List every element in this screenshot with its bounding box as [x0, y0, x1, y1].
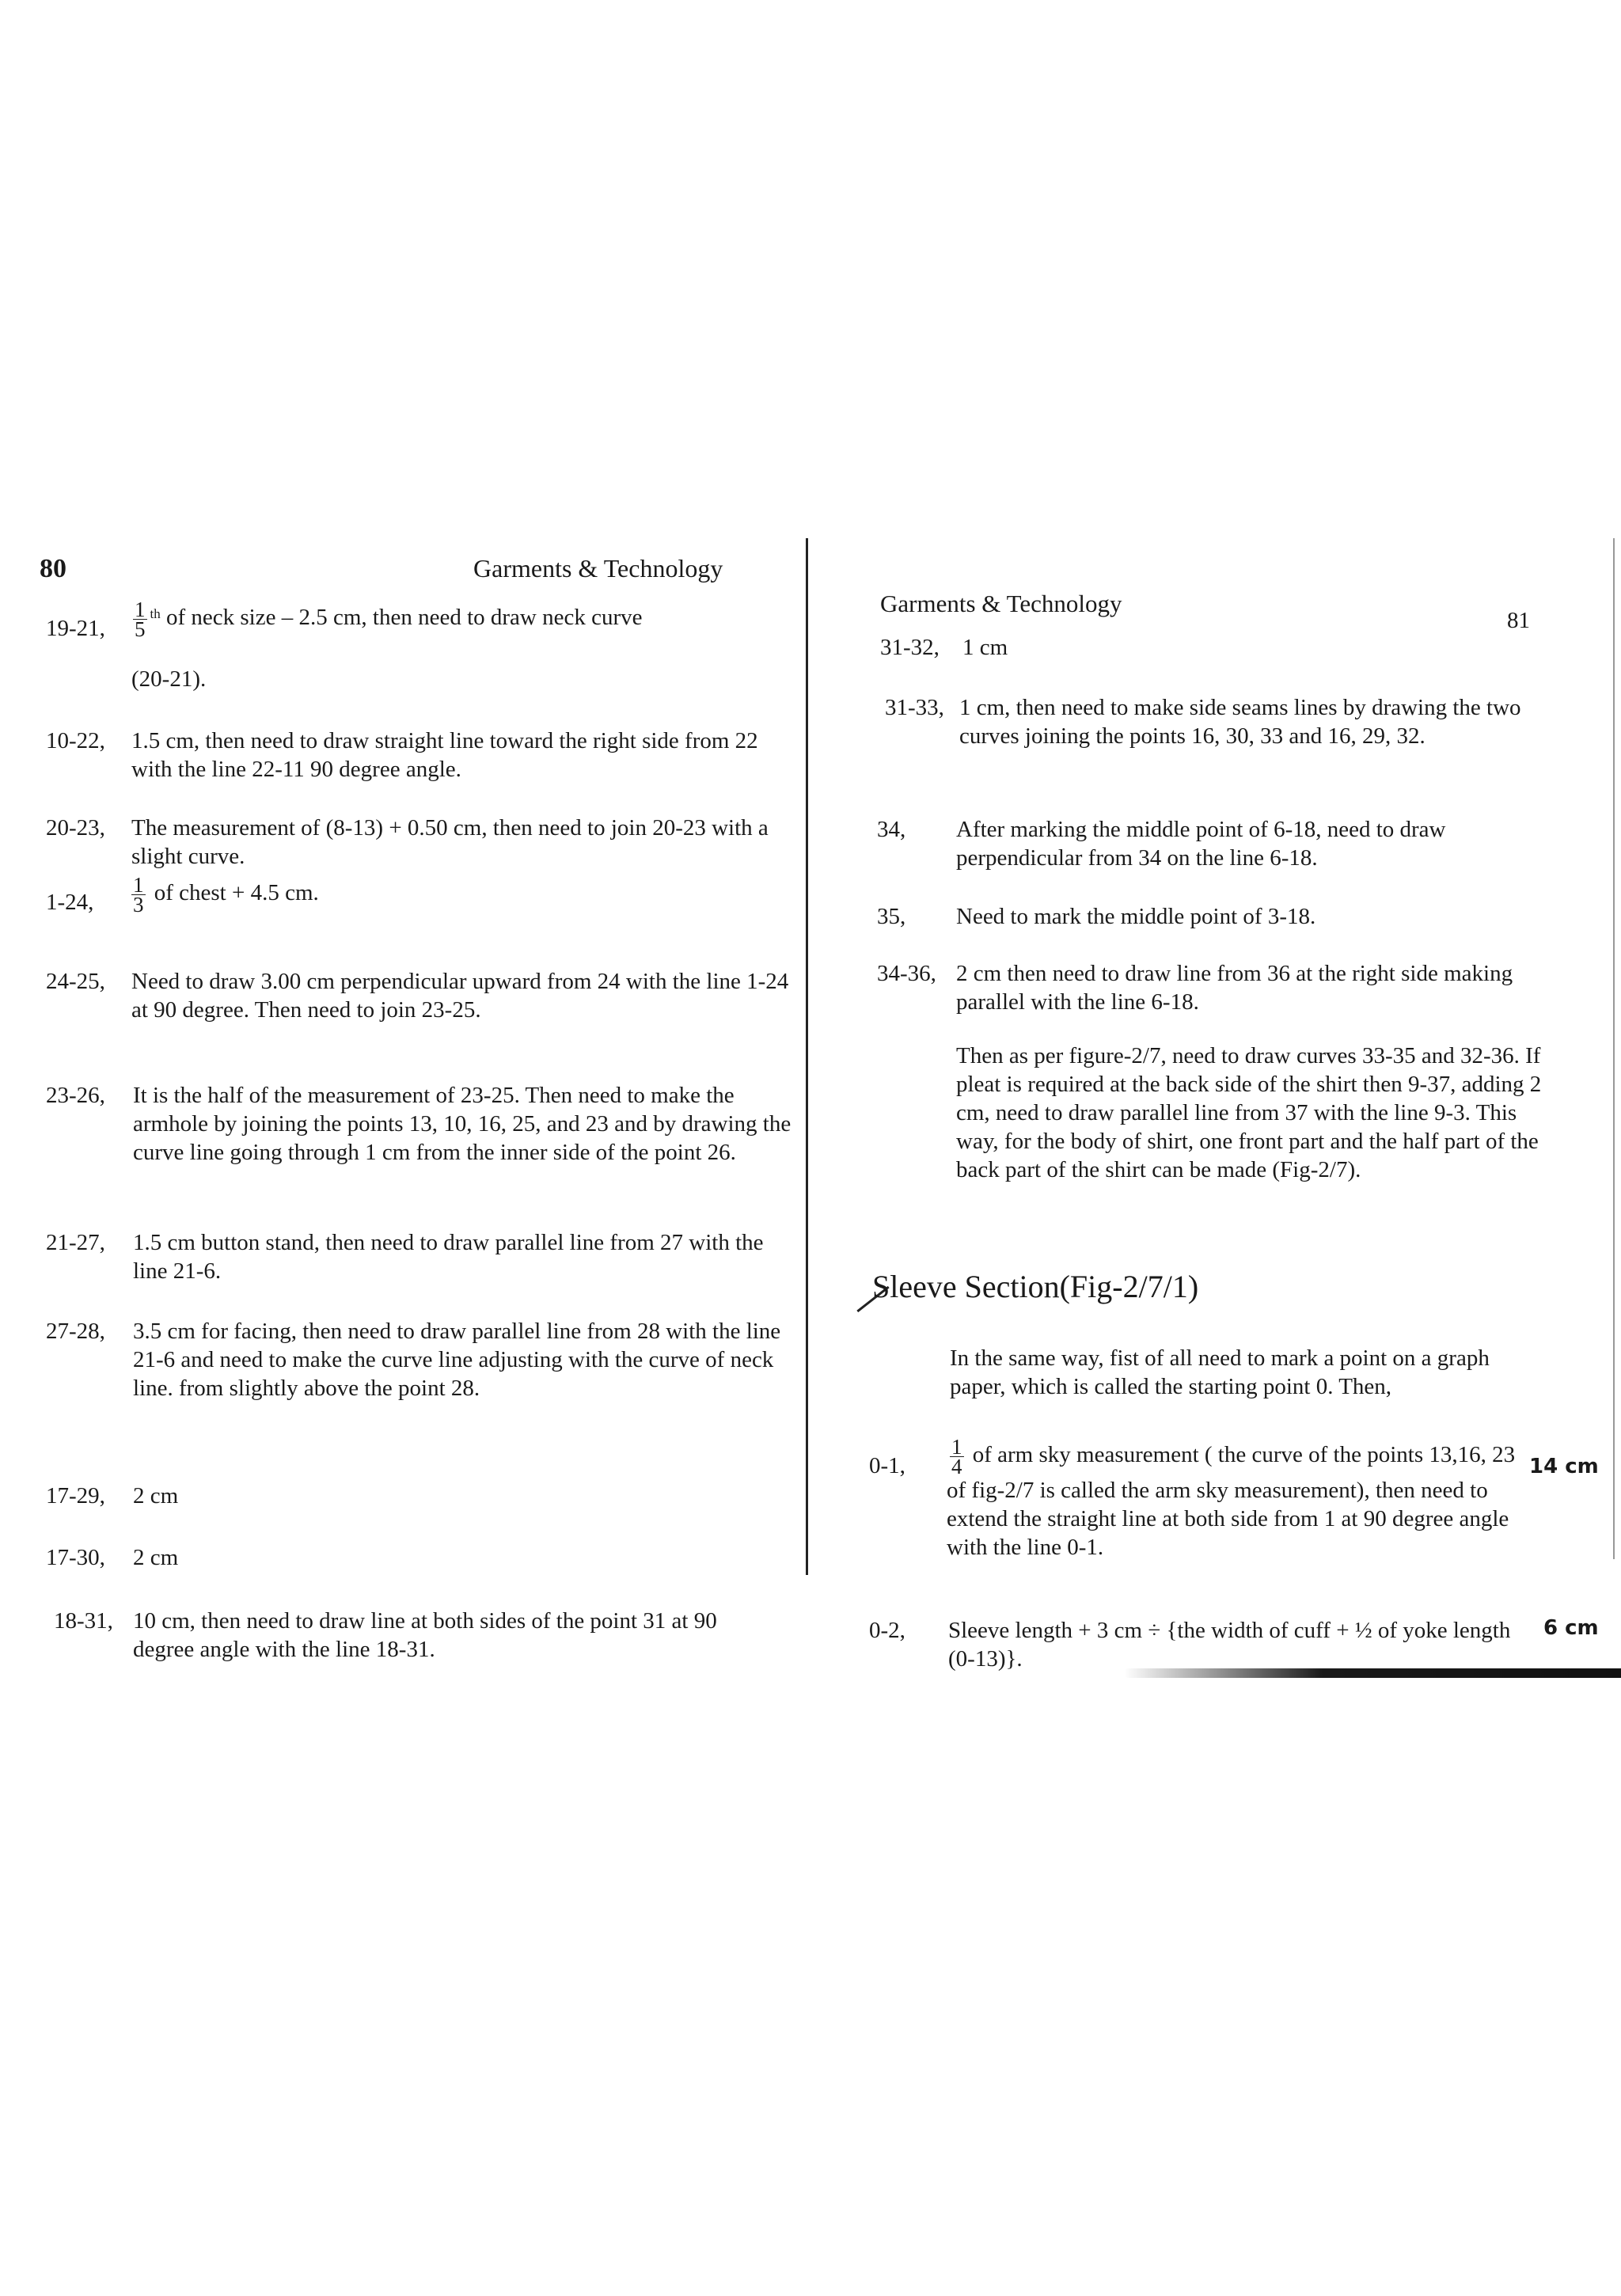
- step-text: Need to mark the middle point of 3-18.: [956, 904, 1316, 929]
- step-code: 0-2,: [869, 1618, 905, 1643]
- step-text: It is the half of the measurement of 23-25. Then need to make the armhole by joining the points 13, 10, 16, 25, and 23 and by drawing the curve line going through 1 cm from the inner side of the point 26.: [133, 1083, 792, 1165]
- scan-shadow-streak: [1124, 1668, 1621, 1678]
- step-code: 20-23,: [46, 815, 105, 841]
- step-text: After marking the middle point of 6-18, need to draw perpendicular from 34 on the line 6-18.: [956, 817, 1446, 871]
- step-text: 3.5 cm for facing, then need to draw parallel line from 28 with the line 21-6 and need to make the curve line adjusting with the curve of neck line. from slightly above the point 28.: [133, 1319, 781, 1401]
- step-code: 0-1,: [869, 1453, 905, 1478]
- step-code: 31-33,: [885, 695, 944, 720]
- step-1-24: [46, 872, 758, 928]
- step-code: 34,: [877, 817, 906, 842]
- sleeve-section-heading: Sleeve Section(Fig-2/7/1): [872, 1269, 1199, 1304]
- handwritten-note: 14 cm: [1529, 1455, 1599, 1478]
- page-gutter-line: [806, 538, 808, 1575]
- handwritten-note: 6 cm: [1543, 1616, 1599, 1640]
- step-19-21: 19-21, $\frac{1}{5}$ $^{th}$ of neck size – 2.5 cm, then need to draw neck curve (20-21).: [46, 598, 643, 692]
- step-continuation: (20-21).: [131, 666, 207, 692]
- fraction: $\frac{1}{5}$: [135, 598, 146, 641]
- step-text: Need to draw 3.00 cm perpendicular upward from 24 with the line 1-24 at 90 degree. Then need to join 23-25.: [131, 969, 789, 1023]
- step-text: Sleeve length + 3 cm ÷ {the width of cuff + ½ of yoke length (0-13)}.: [948, 1618, 1511, 1672]
- step-code: 24-25,: [46, 969, 105, 994]
- step-code: 34-36,: [877, 961, 936, 986]
- step-text: of arm sky measurement ( the curve of the points 13,16, 23 of fig-2/7 is called the arm sky measurement), then need to extend the straight line at both side from 1 at 90 degree angle with the line 0-1.: [947, 1442, 1516, 1560]
- page-edge-line: [1613, 538, 1615, 1559]
- step-code: 35,: [877, 904, 906, 929]
- step-0-1: [869, 1434, 1566, 1592]
- step-text: The measurement of (8-13) + 0.50 cm, then need to join 20-23 with a slight curve.: [131, 815, 769, 869]
- fraction: $\frac{1}{4}$: [951, 1435, 962, 1478]
- step-text: 2 cm: [133, 1483, 179, 1509]
- step-text: of neck size – 2.5 cm, then need to draw neck curve: [165, 605, 643, 631]
- step-code: 17-29,: [46, 1483, 105, 1509]
- step-text: of chest + 4.5 cm.: [154, 880, 319, 906]
- step-text: 2 cm: [133, 1545, 179, 1570]
- right-page-header: Garments & Technology: [880, 590, 1122, 617]
- intro-text: In the same way, fist of all need to mark a point on a graph paper, which is called the starting point 0. Then,: [950, 1345, 1490, 1399]
- step-text: 10 cm, then need to draw line at both sides of the point 31 at 90 degree angle with the line 18-31.: [133, 1608, 717, 1662]
- step-code: 23-26,: [46, 1083, 105, 1108]
- step-code: 27-28,: [46, 1319, 105, 1344]
- right-page-number: 81: [1507, 608, 1530, 633]
- step-text: 2 cm then need to draw line from 36 at the right side making parallel with the line 6-18.: [956, 961, 1513, 1015]
- step-code: 19-21,: [46, 616, 105, 641]
- step-text: 1.5 cm button stand, then need to draw parallel line from 27 with the line 21-6.: [133, 1230, 764, 1284]
- step-code: 1-24,: [46, 890, 94, 915]
- step-text: 1.5 cm, then need to draw straight line toward the right side from 22 with the line 22-11 90 degree angle.: [131, 728, 758, 782]
- left-page-number: 80: [40, 554, 66, 583]
- fraction: $\frac{1}{3}$: [133, 873, 144, 917]
- step-text: 1 cm, then need to make side seams lines by drawing the two curves joining the points 16, 30, 33 and 16, 29, 32.: [959, 695, 1521, 749]
- paragraph-text: Then as per figure-2/7, need to draw curves 33-35 and 32-36. If pleat is required at the back side of the shirt then 9-37, adding 2 cm, need to draw parallel line from 37 with the line 9-3. This way, for the body of shirt, one front part and the half part of the back part of the shirt can be made (Fig-2/7).: [956, 1043, 1542, 1182]
- step-code: 10-22,: [46, 728, 105, 753]
- step-code: 31-32,: [880, 635, 940, 660]
- step-code: 17-30,: [46, 1545, 105, 1570]
- left-page-header: Garments & Technology: [473, 554, 723, 583]
- step-text: 1 cm: [962, 635, 1008, 660]
- step-code: 21-27,: [46, 1230, 105, 1255]
- step-code: 18-31,: [54, 1608, 113, 1634]
